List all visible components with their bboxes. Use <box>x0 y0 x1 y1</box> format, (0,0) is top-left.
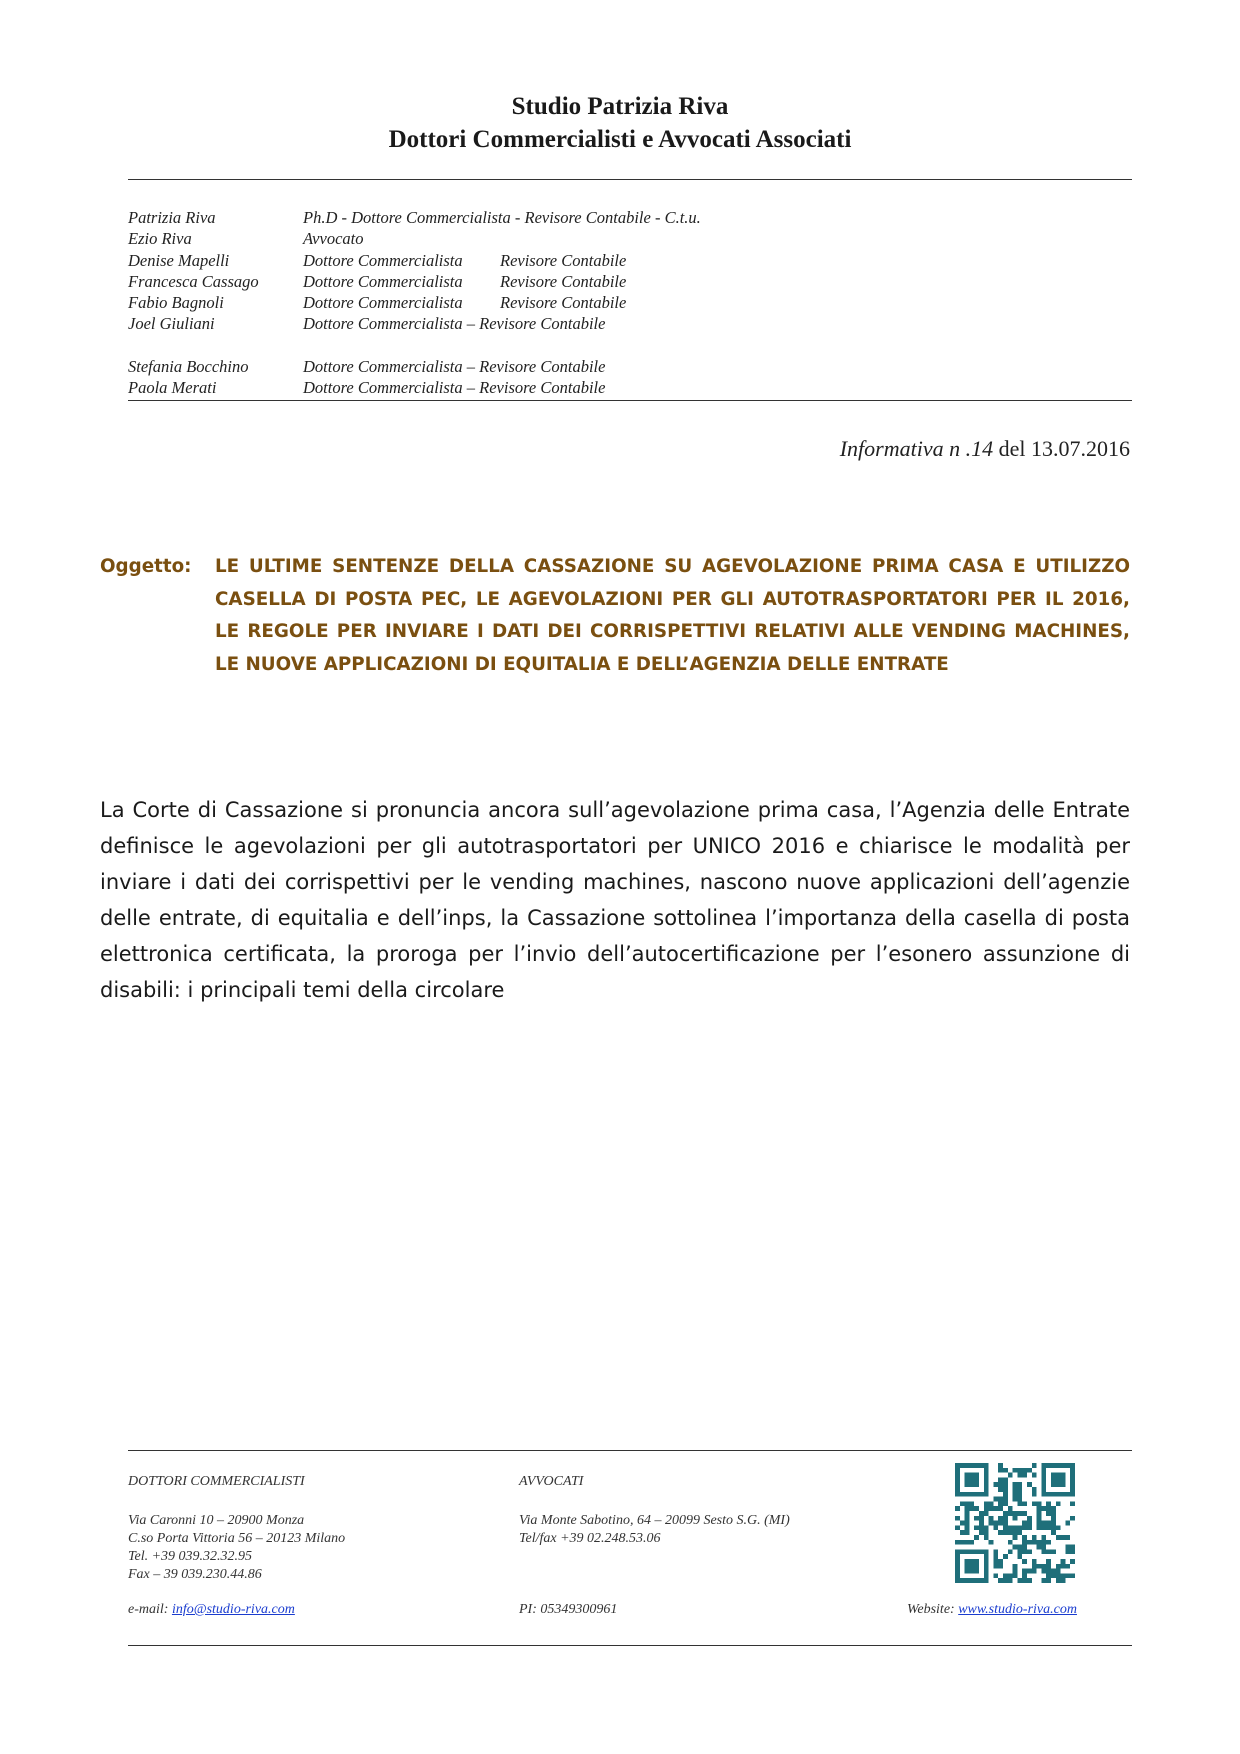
informativa-reference <box>840 436 1130 462</box>
footer-commercialisti-address <box>128 1512 345 1584</box>
staff-name: Patrizia Riva <box>128 208 216 227</box>
footer-commercialisti-heading: DOTTORI COMMERCIALISTI <box>128 1474 305 1489</box>
staff-role: Avvocato <box>303 229 364 249</box>
informativa-date: del 13.07.2016 <box>998 436 1130 461</box>
staff-row <box>128 271 1028 292</box>
staff-row <box>128 250 1028 271</box>
footer-address-line: Tel. +39 039.32.32.95 <box>128 1549 253 1564</box>
footer-address-line: Via Monte Sabotino, 64 – 20099 Sesto S.G. (MI) <box>519 1513 790 1528</box>
staff-list <box>128 207 1028 398</box>
email-label: e-mail: <box>128 1602 169 1617</box>
staff-name: Francesca Cassago <box>128 271 259 291</box>
header-divider <box>128 179 1132 180</box>
staff-role: Dottore Commercialista – Revisore Contabile <box>303 314 606 334</box>
staff-divider <box>128 400 1132 401</box>
informativa-number: Informativa n .14 <box>839 436 994 461</box>
staff-role-secondary: Revisore Contabile <box>500 293 627 313</box>
footer-avvocati-heading: AVVOCATI <box>519 1474 584 1489</box>
footer-avvocati-address <box>519 1512 790 1548</box>
staff-role: Dottore Commercialista – Revisore Contabile <box>303 378 606 398</box>
footer-email <box>128 1601 295 1619</box>
staff-name: Joel Giuliani <box>128 314 215 334</box>
staff-row <box>128 228 1028 249</box>
staff-row <box>128 292 1028 313</box>
studio-name: Studio Patrizia Riva <box>511 93 729 120</box>
staff-role: Dottore Commercialista <box>303 271 463 291</box>
subject-text: LE ULTIME SENTENZE DELLA CASSAZIONE SU AGEVOLAZIONE PRIMA CASA E UTILIZZO CASELLA DI POSTA PEC, LE AGEVOLAZIONI PER GLI AUTOTRASPORTATORI PER IL 2016, LE REGOLE PER INVIARE I DATI DEI CORRISPETTIVI RELATIVI ALLE VENDING MACHINES, LE NUOVE APPLICAZIONI DI EQUITALIA E DELL’AGENZIA DELLE ENTRATE <box>215 556 1130 675</box>
footer-address-line: Tel/fax +39 02.248.53.06 <box>519 1531 661 1546</box>
website-link[interactable]: www.studio-riva.com <box>958 1602 1077 1617</box>
staff-role: Dottore Commercialista – Revisore Contabile <box>303 356 606 376</box>
staff-role-secondary: Revisore Contabile <box>500 250 627 270</box>
staff-row <box>128 313 1028 334</box>
qr-code-icon <box>955 1463 1075 1583</box>
staff-name: Denise Mapelli <box>128 250 230 270</box>
staff-row <box>128 207 1028 228</box>
footer-divider-top <box>128 1450 1132 1451</box>
footer-address-line: Via Caronni 10 – 20900 Monza <box>128 1513 305 1528</box>
subject-label: Oggetto: <box>100 556 192 577</box>
email-link[interactable]: info@studio-riva.com <box>171 1602 295 1617</box>
staff-role: Ph.D - Dottore Commercialista - Revisore Contabile - C.t.u. <box>303 208 701 227</box>
staff-name: Stefania Bocchino <box>128 356 249 376</box>
body-paragraph: La Corte di Cassazione si pronuncia ancora sull’agevolazione prima casa, l’Agenzia delle Entrate definisce le agevolazioni per gli autotrasportatori per UNICO 2016 e chiarisce le modalità per inviare i dati dei corrispettivi per le vending machines, nascono nuove applicazioni dell’agenzie delle entrate, di equitalia e dell’inps, la Cassazione sottolinea l’importanza della casella di posta elettronica certificata, la proroga per l’invio dell’autocertificazione per l’esonero assunzione di disabili: i principali temi della circolare <box>100 798 1130 1002</box>
footer-divider-bottom <box>128 1645 1132 1646</box>
footer-address-line: Fax – 39 039.230.44.86 <box>128 1567 262 1582</box>
footer-website <box>907 1601 1077 1619</box>
staff-role: Dottore Commercialista <box>303 250 463 270</box>
staff-role-secondary: Revisore Contabile <box>500 271 627 291</box>
staff-name: Ezio Riva <box>128 229 192 249</box>
staff-row <box>128 356 1028 377</box>
website-label: Website: <box>907 1602 955 1617</box>
footer-address-line: C.so Porta Vittoria 56 – 20123 Milano <box>128 1531 346 1546</box>
staff-name: Paola Merati <box>128 378 217 398</box>
staff-role: Dottore Commercialista <box>303 293 463 313</box>
staff-name: Fabio Bagnoli <box>128 293 224 313</box>
staff-row <box>128 377 1028 398</box>
footer-vat-number: PI: 05349300961 <box>519 1602 618 1617</box>
studio-subtitle: Dottori Commercialisti e Avvocati Associati <box>388 126 852 153</box>
